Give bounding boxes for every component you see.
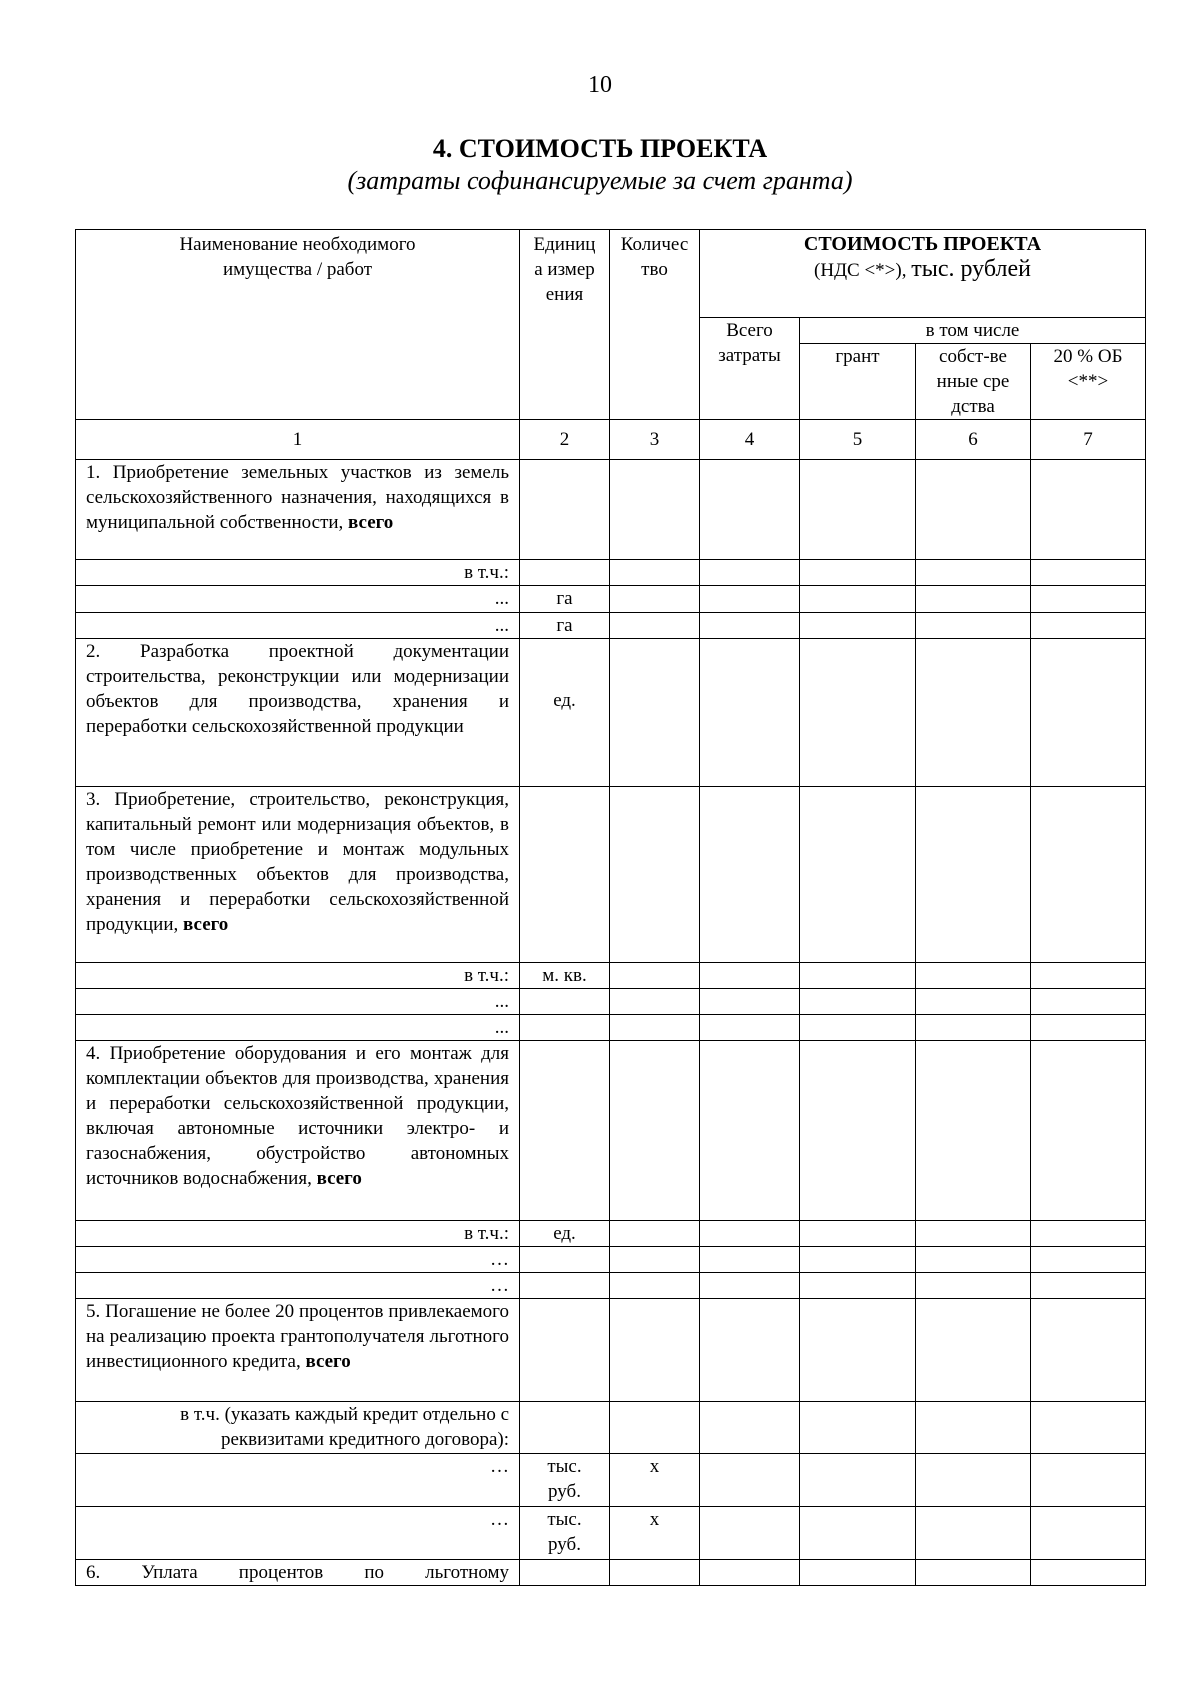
header-name: Наименование необходимого имущества / работ [76, 230, 520, 420]
col-number: 7 [1031, 420, 1146, 460]
unit-cell: га [520, 586, 610, 613]
row-ellipsis: … [76, 1247, 520, 1273]
row-land-purchase: 1. Приобретение земельных участков из земель сельскохозяйственного назначения, находящихся в муниципальной собственности, всего [76, 460, 520, 560]
row-ellipsis: … [76, 1507, 520, 1560]
header-ob: 20 % ОБ <**> [1031, 344, 1146, 420]
header-cost: СТОИМОСТЬ ПРОЕКТА (НДС <*>), тыс. рублей [700, 230, 1146, 318]
row-ellipsis: … [76, 1454, 520, 1507]
page-number: 10 [588, 72, 612, 98]
row-including-label: в т.ч.: [76, 963, 520, 989]
row-ellipsis: … [76, 1273, 520, 1299]
row-loan-repayment: 5. Погашение не более 20 процентов привлекаемого на реализацию проекта грантополучателя льготного инвестиционного кредита, всего [76, 1299, 520, 1402]
qty-cell: х [610, 1454, 700, 1507]
section-subtitle: (затраты софинансируемые за счет гранта) [347, 166, 853, 195]
row-including-credits: в т.ч. (указать каждый кредит отдельно с реквизитами кредитного договора): [76, 1402, 520, 1454]
header-including: в том числе [800, 318, 1146, 344]
header-grant: грант [800, 344, 916, 420]
col-number: 6 [916, 420, 1031, 460]
row-ellipsis: ... [76, 1015, 520, 1041]
qty-cell: х [610, 1507, 700, 1560]
unit-cell: тыс. руб. [520, 1507, 610, 1560]
unit-cell: тыс. руб. [520, 1454, 610, 1507]
row-ellipsis: ... [76, 613, 520, 639]
project-cost-table [75, 229, 1146, 1586]
header-qty: Количество [610, 230, 700, 420]
unit-cell: ед. [520, 639, 610, 787]
row-ellipsis: ... [76, 989, 520, 1015]
header-total: Всего затраты [700, 318, 800, 420]
col-number: 1 [76, 420, 520, 460]
unit-cell: га [520, 613, 610, 639]
row-interest-payment: 6. Уплата процентов по льготному [76, 1560, 520, 1586]
row-including-label: в т.ч.: [76, 560, 520, 586]
unit-cell: м. кв. [520, 963, 610, 989]
row-ellipsis: ... [76, 586, 520, 613]
header-unit: Единица измерения [520, 230, 610, 420]
row-including-label: в т.ч.: [76, 1221, 520, 1247]
col-number: 2 [520, 420, 610, 460]
row-construction: 3. Приобретение, строительство, реконструкция, капитальный ремонт или модернизация объектов, в том числе приобретение и монтаж модульных производственных объектов для производства, хранения и переработки сельскохозяйственной продукции, всего [76, 787, 520, 963]
col-number: 3 [610, 420, 700, 460]
col-number: 5 [800, 420, 916, 460]
section-title: 4. СТОИМОСТЬ ПРОЕКТА [432, 134, 768, 163]
row-equipment: 4. Приобретение оборудования и его монтаж для комплектации объектов для производства, хранения и переработки сельскохозяйственной продукции, включая автономные источники электро- и газоснабжения, обустройство автономных источников водоснабжения, всего [76, 1041, 520, 1221]
col-number: 4 [700, 420, 800, 460]
header-own: собст-венные средства [916, 344, 1031, 420]
unit-cell: ед. [520, 1221, 610, 1247]
row-design-documentation: 2. Разработка проектной документации строительства, реконструкции или модернизации объектов для производства, хранения и переработки сельскохозяйственной продукции [76, 639, 520, 787]
